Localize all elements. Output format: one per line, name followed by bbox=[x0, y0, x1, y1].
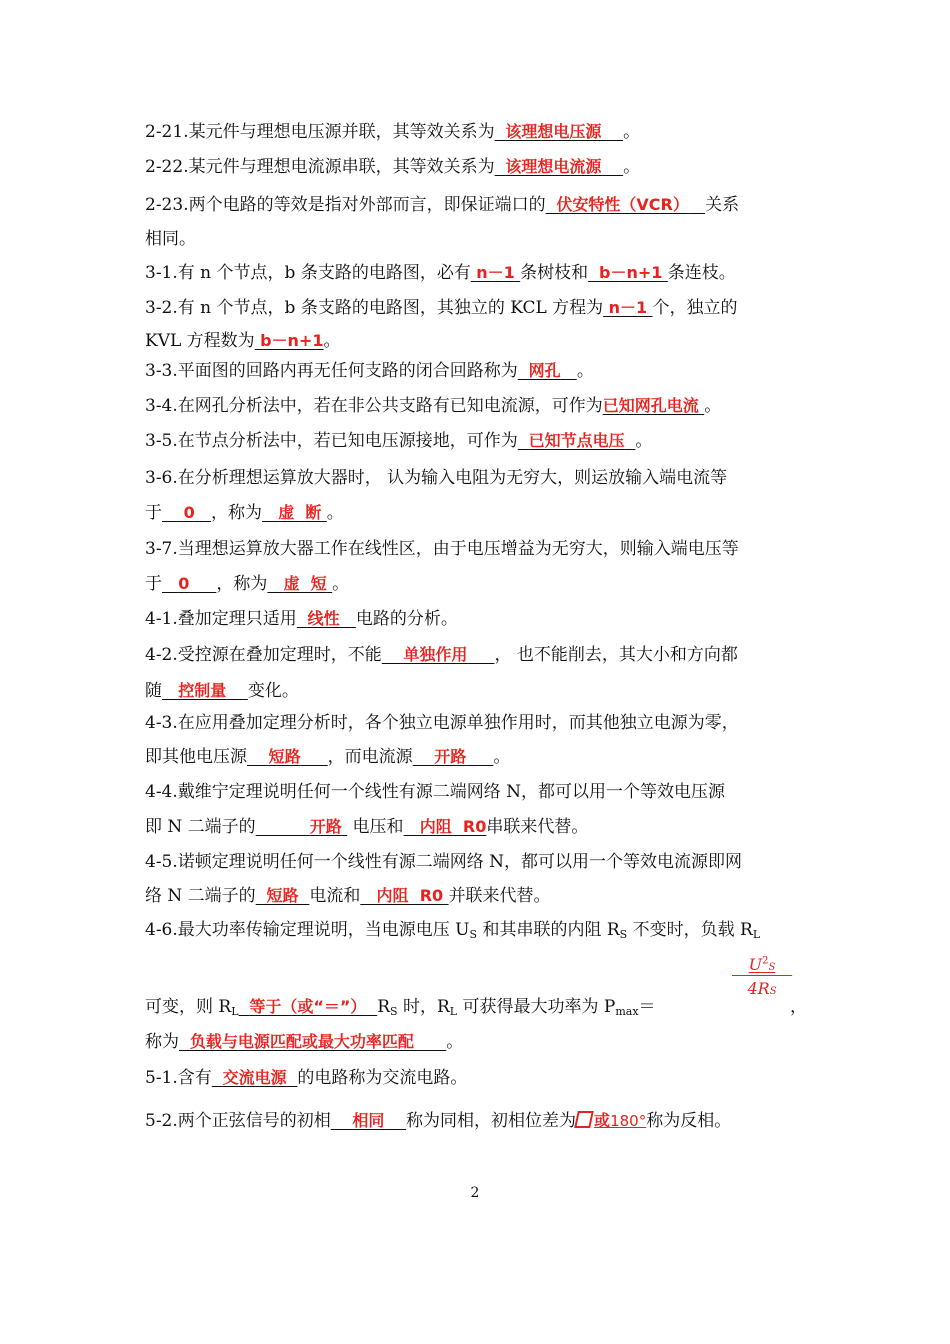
blank bbox=[404, 815, 487, 839]
text: 4-5.诺顿定理说明任何一个线性有源二端网络 N，都可以用一个等效电流源即网 bbox=[145, 852, 743, 872]
line-3-4 bbox=[145, 394, 825, 418]
text: 电流和 bbox=[309, 886, 361, 906]
line-4-6-cont bbox=[145, 995, 825, 1019]
blank bbox=[239, 995, 378, 1019]
blank bbox=[267, 572, 332, 596]
text: 2-23.两个电路的等效是指对外部而言，即保证端口的 bbox=[145, 195, 546, 215]
blank bbox=[603, 296, 652, 320]
answer: n－1 bbox=[608, 298, 648, 317]
text: 于 bbox=[145, 503, 162, 523]
answer: 交流电源 bbox=[222, 1068, 287, 1087]
text: 3-7.当理想运算放大器工作在线性区，由于电压增益为无穷大，则输入端电压等 bbox=[145, 539, 739, 559]
blank bbox=[247, 745, 328, 769]
blank bbox=[495, 120, 623, 144]
text: 。 bbox=[576, 361, 594, 381]
text: 称为同相，初相位差为 bbox=[406, 1111, 577, 1131]
text: 个，独立的 bbox=[652, 298, 738, 318]
formula-numerator bbox=[732, 955, 792, 976]
text: 4-3.在应用叠加定理分析时，各个独立电源单独作用时，而其他独立电源为零， bbox=[145, 713, 739, 733]
line-4-6 bbox=[145, 918, 825, 942]
line-5-2 bbox=[145, 1109, 825, 1133]
text: 即 N 二端子的 bbox=[145, 817, 256, 837]
text: 。 bbox=[493, 747, 511, 767]
blank bbox=[262, 501, 327, 525]
page-number: 2 bbox=[470, 1185, 480, 1201]
answer: 已知网孔电流 bbox=[602, 396, 699, 415]
text: ，而电流源 bbox=[327, 747, 413, 767]
answer: 负载与电源匹配或最大功率匹配 bbox=[189, 1032, 414, 1051]
text: 2 bbox=[762, 955, 769, 967]
blank bbox=[518, 429, 636, 453]
answer: 控制量 bbox=[178, 681, 227, 700]
line-4-5 bbox=[145, 850, 825, 874]
blank bbox=[360, 884, 448, 908]
text: 3-5.在节点分析法中，若已知电压源接地，可作为 bbox=[145, 431, 518, 451]
answer: 开路 bbox=[309, 817, 342, 836]
text: 络 N 二端子的 bbox=[145, 886, 256, 906]
text: 。 bbox=[623, 122, 641, 142]
text: 4-6.最大功率传输定理说明，当电源电压 $U_S$ 和其串联的内阻 $R_S$ 不变时，负载 $R_L$ bbox=[145, 920, 761, 941]
answer: 内阻 R0 bbox=[419, 817, 487, 836]
line-3-2 bbox=[145, 296, 825, 320]
text: 4-4.戴维宁定理说明任何一个线性有源二端网络 N，都可以用一个等效电压源 bbox=[145, 782, 726, 802]
text: ， 也不能削去，其大小和方向都 bbox=[494, 645, 738, 665]
line-4-4-cont bbox=[145, 815, 825, 839]
max-power-formula bbox=[732, 955, 792, 998]
text: 。 bbox=[332, 574, 350, 594]
text: 。 bbox=[623, 157, 641, 177]
text: 变化。 bbox=[247, 681, 299, 701]
text: 3-1.有 n 个节点，b 条支路的电路图，必有 bbox=[145, 263, 471, 283]
blank bbox=[588, 261, 668, 285]
blank bbox=[546, 193, 705, 217]
answer: b－n+1 bbox=[260, 331, 324, 350]
line-4-6-cont2 bbox=[145, 1030, 825, 1054]
line-3-3 bbox=[145, 359, 825, 383]
text: 。 bbox=[635, 431, 653, 451]
answer: n－1 bbox=[476, 263, 515, 282]
answer: 单独作用 bbox=[403, 645, 468, 664]
blank bbox=[179, 1030, 446, 1054]
text: 电压和 bbox=[347, 817, 404, 837]
text: ，称为 bbox=[210, 503, 262, 523]
answer: 伏安特性（VCR） bbox=[556, 195, 689, 214]
text: KVL 方程数为 bbox=[145, 331, 255, 351]
blank bbox=[495, 155, 623, 179]
answer bbox=[576, 1111, 646, 1130]
text: ，称为 bbox=[216, 574, 268, 594]
text: 3-3.平面图的回路内再无任何支路的闭合回路称为 bbox=[145, 361, 518, 381]
line-3-7 bbox=[145, 537, 825, 561]
line-2-22 bbox=[145, 155, 825, 179]
text: 相同。 bbox=[145, 229, 196, 249]
text: 称为反相。 bbox=[646, 1111, 732, 1131]
text: 。 bbox=[704, 396, 722, 416]
blank bbox=[413, 745, 494, 769]
answer: 短路 bbox=[266, 886, 299, 905]
line-2-23 bbox=[145, 193, 825, 217]
text: 条连枝。 bbox=[667, 263, 736, 283]
text: 条树枝和 bbox=[520, 263, 589, 283]
answer: 虚 断 bbox=[278, 503, 322, 522]
text: 可变，则 $R_L$ bbox=[145, 997, 239, 1018]
blank bbox=[331, 1109, 406, 1133]
line-3-1 bbox=[145, 261, 825, 285]
blank bbox=[212, 1066, 298, 1090]
text: 即其他电压源 bbox=[145, 747, 247, 767]
text: 电路的分析。 bbox=[355, 609, 458, 629]
line-3-5 bbox=[145, 429, 825, 453]
line-2-21 bbox=[145, 120, 825, 144]
text: 4-2.受控源在叠加定理时，不能 bbox=[145, 645, 382, 665]
line-3-6 bbox=[145, 466, 825, 490]
answer: 0 bbox=[183, 503, 195, 522]
answer: 内阻 R0 bbox=[376, 886, 444, 905]
text: S bbox=[768, 962, 776, 973]
text: 关系 bbox=[705, 195, 740, 215]
pi-glyph-icon bbox=[574, 1111, 594, 1128]
text: 于 bbox=[145, 574, 162, 594]
answer: 等于（或“＝”） bbox=[249, 997, 367, 1016]
blank bbox=[603, 394, 704, 418]
text: 串联来代替。 bbox=[486, 817, 589, 837]
blank bbox=[256, 815, 347, 839]
text: S bbox=[769, 986, 777, 997]
text: $R_S$ 时，$R_L$ 可获得最大功率为 $P_{max}=$ bbox=[377, 997, 656, 1018]
answer: 线性 bbox=[307, 609, 340, 628]
line-4-2-cont bbox=[145, 679, 825, 703]
answer: 该理想电压源 bbox=[505, 122, 602, 141]
line-5-1 bbox=[145, 1066, 825, 1090]
text: 。 bbox=[323, 331, 341, 351]
text: 或 bbox=[594, 1111, 611, 1130]
line-4-4 bbox=[145, 780, 825, 804]
text: 称为 bbox=[145, 1032, 179, 1052]
line-4-5-cont bbox=[145, 884, 825, 908]
text: 并联来代替。 bbox=[448, 886, 551, 906]
line-3-7-cont bbox=[145, 572, 825, 596]
text: 2-21.某元件与理想电压源并联，其等效关系为 bbox=[145, 122, 495, 142]
line-4-1 bbox=[145, 607, 825, 631]
answer: 虚 短 bbox=[283, 574, 327, 593]
blank bbox=[162, 679, 248, 703]
answer: 0 bbox=[178, 574, 190, 593]
blank bbox=[471, 261, 520, 285]
line-3-6-cont bbox=[145, 501, 825, 525]
text: U bbox=[748, 955, 763, 974]
blank bbox=[297, 607, 356, 631]
line-3-2-cont bbox=[145, 329, 825, 353]
text: 3-4.在网孔分析法中，若在非公共支路有已知电流源，可作为 bbox=[145, 396, 603, 416]
answer: 短路 bbox=[268, 747, 301, 766]
blank bbox=[162, 572, 216, 596]
line-4-3-cont bbox=[145, 745, 825, 769]
text: 。 bbox=[326, 503, 344, 523]
answer: 相同 bbox=[352, 1111, 385, 1130]
line-4-2 bbox=[145, 643, 825, 667]
answer: 已知节点电压 bbox=[528, 431, 625, 450]
text: 。 bbox=[446, 1032, 464, 1052]
answer: 开路 bbox=[434, 747, 467, 766]
blank bbox=[162, 501, 211, 525]
text: 5-2.两个正弦信号的初相 bbox=[145, 1111, 331, 1131]
text: 180° bbox=[610, 1112, 647, 1130]
comma: ， bbox=[790, 997, 807, 1017]
answer: b－n+1 bbox=[598, 263, 663, 282]
text: 4-1.叠加定理只适用 bbox=[145, 609, 297, 629]
text: 随 bbox=[145, 681, 162, 701]
blank bbox=[382, 643, 495, 667]
text: 4R bbox=[747, 979, 770, 998]
text: 3-6.在分析理想运算放大器时， 认为输入电阻为无穷大，则运放输入端电流等 bbox=[145, 468, 728, 488]
text: 2-22.某元件与理想电流源串联，其等效关系为 bbox=[145, 157, 495, 177]
blank bbox=[255, 329, 324, 353]
line-2-23-cont bbox=[145, 227, 825, 251]
line-4-3 bbox=[145, 711, 825, 735]
text: 3-2.有 n 个节点，b 条支路的电路图，其独立的 KCL 方程为 bbox=[145, 298, 604, 318]
blank bbox=[518, 359, 577, 383]
blank bbox=[256, 884, 310, 908]
answer: 该理想电流源 bbox=[505, 157, 602, 176]
text: 的电路称为交流电路。 bbox=[297, 1068, 468, 1088]
text: 5-1.含有 bbox=[145, 1068, 212, 1088]
answer: 网孔 bbox=[528, 361, 561, 380]
